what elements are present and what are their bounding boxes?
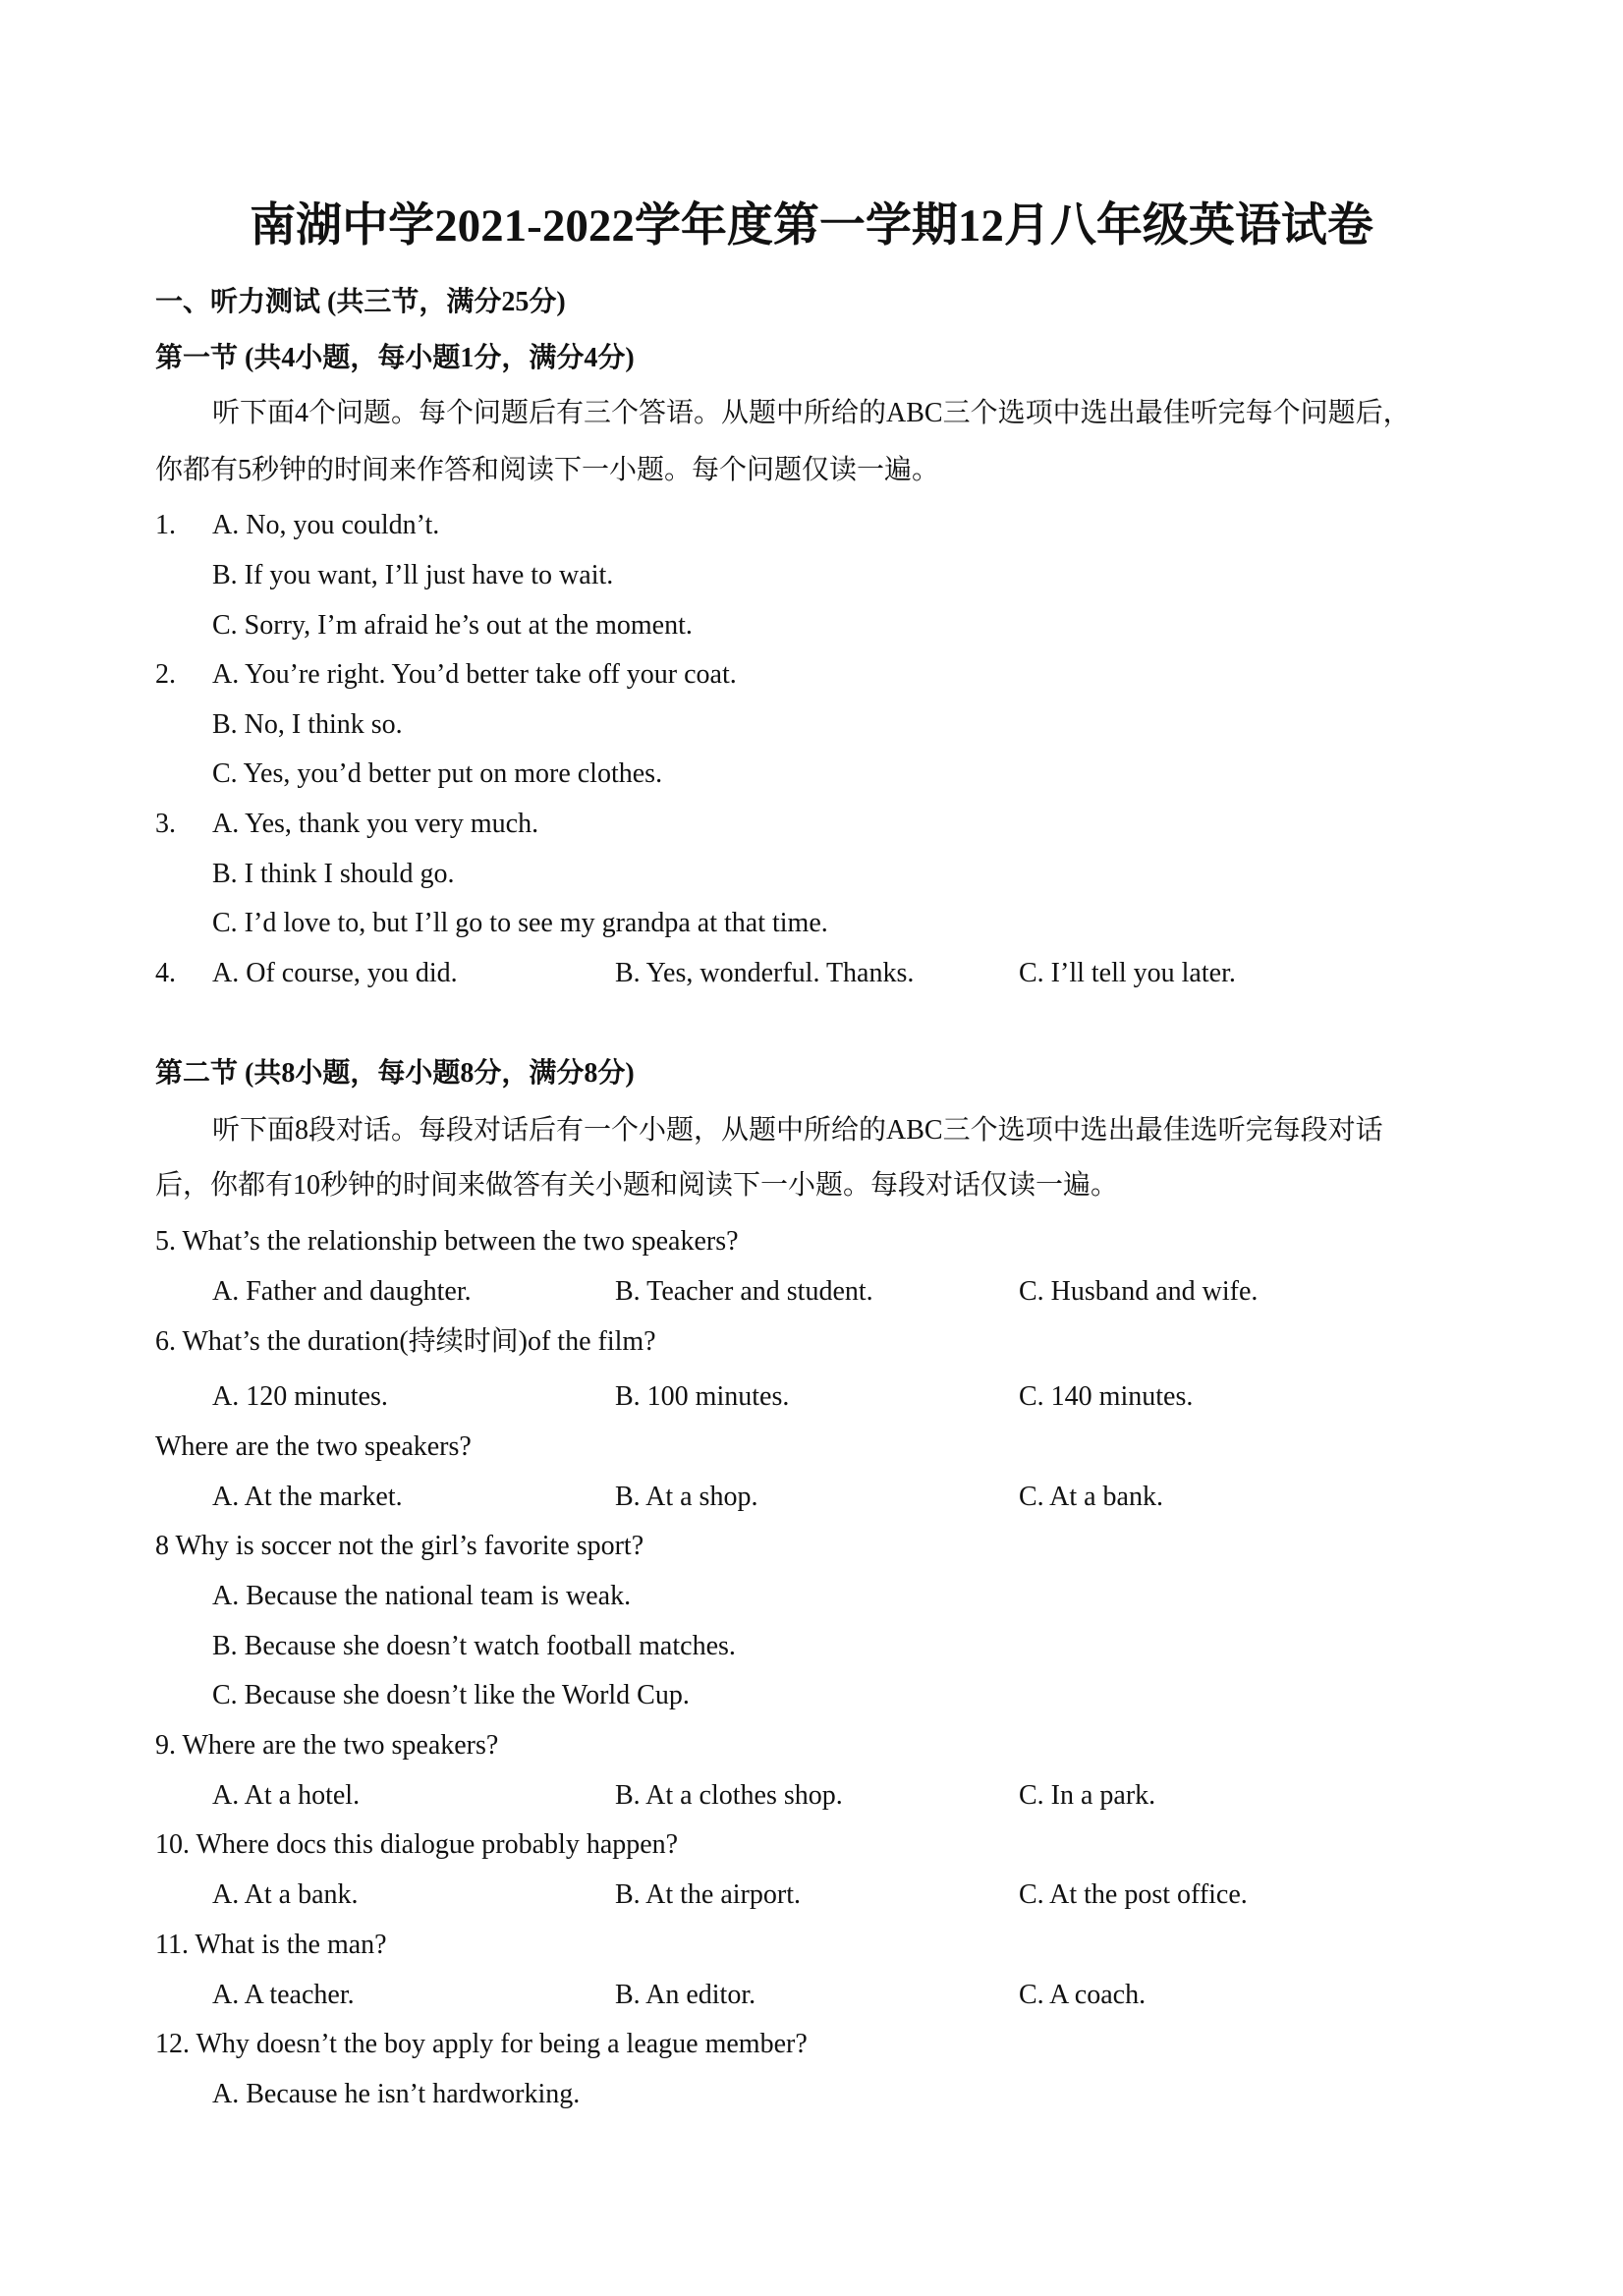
option-a: A. You’re right. You’d better take off your coat. bbox=[212, 659, 737, 690]
question-stem: 11. What is the man? bbox=[155, 1930, 387, 1960]
option-b: B. Yes, wonderful. Thanks. bbox=[615, 958, 915, 988]
section1-heading: 第一节 (共4小题，每小题1分，满分4分) bbox=[155, 343, 635, 373]
option-c: C. Husband and wife. bbox=[1019, 1276, 1259, 1307]
option-b: B. If you want, I’ll just have to wait. bbox=[212, 560, 614, 590]
option-c: C. 140 minutes. bbox=[1019, 1381, 1194, 1412]
question-stem: 8 Why is soccer not the girl’s favorite sport? bbox=[155, 1531, 644, 1561]
option-b: B. No, I think so. bbox=[212, 709, 403, 740]
question-stem: Where are the two speakers? bbox=[155, 1431, 472, 1462]
option-a: A. A teacher. bbox=[212, 1980, 355, 2010]
option-a: A. Yes, thank you very much. bbox=[212, 809, 539, 839]
question-stem: 5. What’s the relationship between the two speakers? bbox=[155, 1226, 739, 1257]
question-stem: 10. Where docs this dialogue probably happen? bbox=[155, 1829, 679, 1860]
option-b: B. 100 minutes. bbox=[615, 1381, 790, 1412]
option-a: A. No, you couldn’t. bbox=[212, 510, 440, 540]
option-a: A. Father and daughter. bbox=[212, 1276, 472, 1307]
question-number: 1. bbox=[155, 510, 176, 540]
option-c: C. A coach. bbox=[1019, 1980, 1147, 2010]
option-c: C. I’d love to, but I’ll go to see my grandpa at that time. bbox=[212, 908, 828, 938]
question-stem: 9. Where are the two speakers? bbox=[155, 1730, 499, 1761]
option-a: A. At the market. bbox=[212, 1482, 403, 1512]
option-c: C. In a park. bbox=[1019, 1780, 1156, 1811]
section2-instructions-line2: 后，你都有10秒钟的时间来做答有关小题和阅读下一小题。每段对话仅读一遍。 bbox=[155, 1170, 1119, 1201]
option-a: A. 120 minutes. bbox=[212, 1381, 388, 1412]
section2-instructions-line1: 听下面8段对话。每段对话后有一个小题，从题中所给的ABC三个选项中选出最佳选听完每段对话 bbox=[212, 1115, 1383, 1146]
option-b: B. I think I should go. bbox=[212, 859, 455, 889]
option-a: A. At a hotel. bbox=[212, 1780, 361, 1811]
option-c: C. Because she doesn’t like the World Cup. bbox=[212, 1680, 690, 1710]
option-a: A. Of course, you did. bbox=[212, 958, 458, 988]
section2-heading: 第二节 (共8小题，每小题8分，满分8分) bbox=[155, 1058, 635, 1089]
section1-instructions-line2: 你都有5秒钟的时间来作答和阅读下一小题。每个问题仅读一遍。 bbox=[155, 455, 940, 485]
option-b: B. At the airport. bbox=[615, 1879, 801, 1910]
option-b: B. Because she doesn’t watch football matches. bbox=[212, 1631, 736, 1661]
question-stem: 6. What’s the duration(持续时间)of the film? bbox=[155, 1326, 656, 1357]
option-b: B. Teacher and student. bbox=[615, 1276, 873, 1307]
option-b: B. An editor. bbox=[615, 1980, 756, 2010]
option-c: C. Sorry, I’m afraid he’s out at the moment. bbox=[212, 610, 693, 641]
question-number: 2. bbox=[155, 659, 176, 690]
part1-heading: 一、听力测试 (共三节，满分25分) bbox=[155, 287, 566, 317]
section1-instructions-line1: 听下面4个问题。每个问题后有三个答语。从题中所给的ABC三个选项中选出最佳听完每个问题后， bbox=[212, 398, 1411, 428]
option-c: C. At the post office. bbox=[1019, 1879, 1248, 1910]
option-a: A. Because the national team is weak. bbox=[212, 1581, 632, 1611]
option-c: C. At a bank. bbox=[1019, 1482, 1163, 1512]
exam-title: 南湖中学2021-2022学年度第一学期12月八年级英语试卷 bbox=[250, 200, 1373, 252]
option-c: C. Yes, you’d better put on more clothes. bbox=[212, 758, 663, 789]
question-stem: 12. Why doesn’t the boy apply for being a league member? bbox=[155, 2029, 808, 2059]
option-c: C. I’ll tell you later. bbox=[1019, 958, 1236, 988]
option-a: A. At a bank. bbox=[212, 1879, 359, 1910]
option-b: B. At a clothes shop. bbox=[615, 1780, 843, 1811]
question-number: 3. bbox=[155, 809, 176, 839]
option-a: A. Because he isn’t hardworking. bbox=[212, 2079, 581, 2109]
question-number: 4. bbox=[155, 958, 176, 988]
option-b: B. At a shop. bbox=[615, 1482, 758, 1512]
